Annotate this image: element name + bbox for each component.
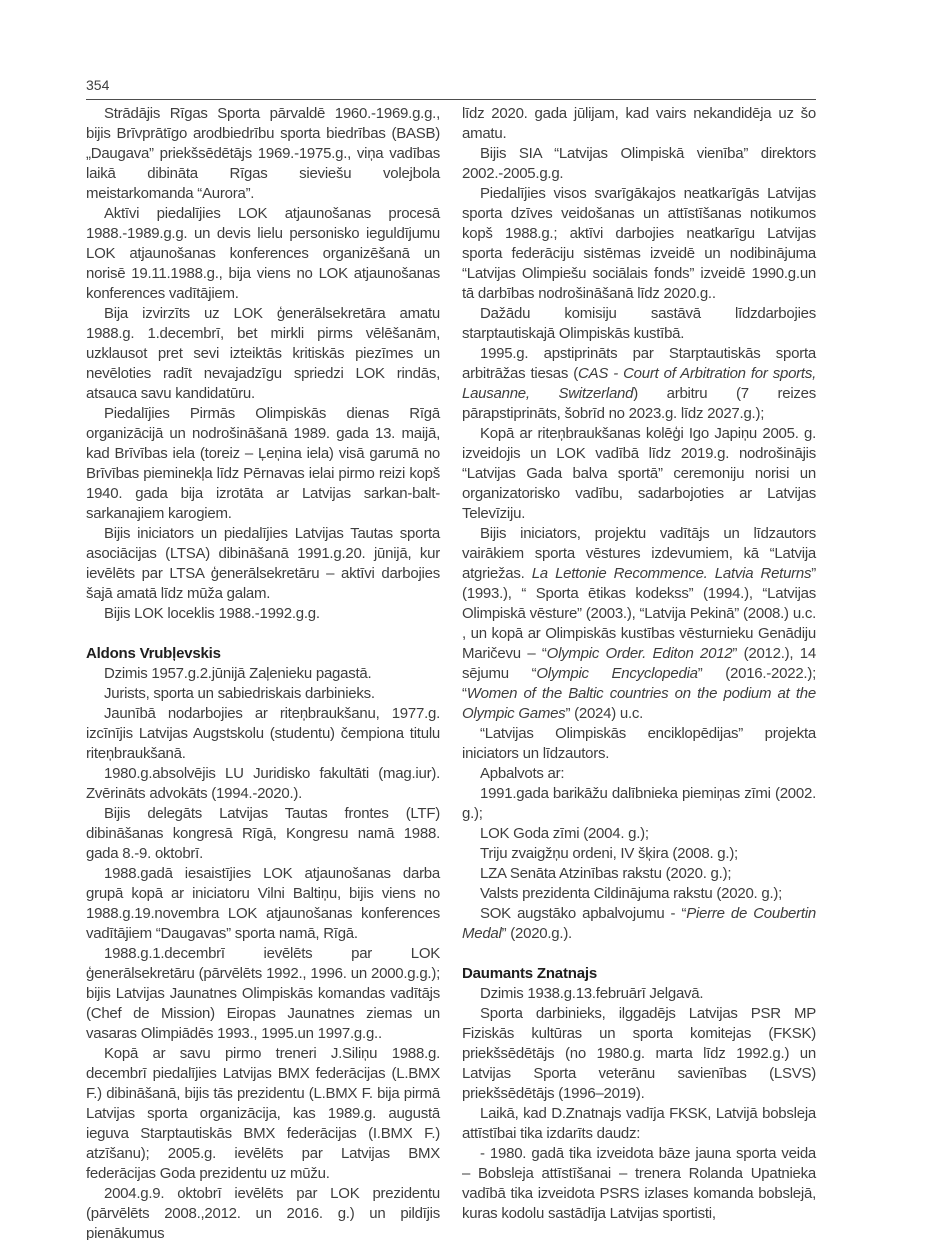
italic-text: La Lettonie Recommence. Latvia Returns: [531, 565, 812, 582]
text-run: Bijis iniciators un piedalījies Latvijas Tautas sporta asociācijas (LTSA) dibināšanā 1991.g.20. jūnijā, kur ievēlēts par LTSA ģenerālsekretāru – aktīvi darbojies šajā amatā līdz mūža galam.: [86, 525, 440, 602]
paragraph: [86, 104, 440, 204]
paragraph: [462, 844, 816, 864]
person-name-heading: [86, 644, 440, 664]
text-run: Kopā ar savu pirmo treneri J.Siliņu 1988.g. decembrī piedalījies Latvijas BMX federācijas (L.BMX F.) dibināšanā, bijis tās prezidentu (L.BMX F. bija pirmā Latvijas sporta organizācija, kas 1989.g. augustā ieguva Starptautiskās BMX federācijas (I.BMX F.) atzīšanu); 2005.g. ievēlēts par Latvijas BMX federācijas Goda prezidentu uz mūžu.: [86, 1045, 440, 1182]
text-run: “Latvijas Olimpiskās enciklopēdijas” projekta iniciators un līdzautors.: [462, 725, 816, 762]
text-run: 2004.g.9. oktobrī ievēlēts par LOK prezidentu (pārvēlēts 2008.,2012. un 2016. g.) un pildījis pienākumus: [86, 1185, 440, 1240]
text-run: Jurists, sporta un sabiedriskais darbinieks.: [104, 685, 375, 702]
italic-text: Olympic Order. Editon 2012: [546, 645, 733, 662]
italic-text: Pierre de Coubertin Medal: [462, 905, 816, 942]
page-header: [86, 78, 816, 100]
text-run: Bijis SIA “Latvijas Olimpiskā vienība” direktors 2002.-2005.g.g.: [462, 145, 816, 182]
text-run: 1988.gadā iesaistījies LOK atjaunošanas darba grupā kopā ar iniciatoru Vilni Baltiņu, bijis viens no 1988.g.19.novembra LOK atjaunošanas konferences vadītājiem “Daugavas” sporta namā, Rīgā.: [86, 865, 440, 942]
paragraph: [462, 724, 816, 764]
text-run: Triju zvaigžņu ordeni, IV šķira (2008. g.);: [480, 845, 738, 862]
italic-text: Women of the Baltic countries on the podium at the Olympic Games: [462, 685, 816, 722]
text-run: ” (2024) u.c.: [565, 705, 644, 722]
text-run: Sporta darbinieks, ilggadējs Latvijas PSR MP Fiziskās kultūras un sporta komitejas (FKSK) priekšsēdētājs (no 1980.g. marta līdz 1992.g.) un Latvijas Sporta veterānu savienības (LSVS) priekšsēdētājs (1996–2019).: [462, 1005, 816, 1102]
text-run: Jaunībā nodarbojies ar riteņbraukšanu, 1977.g. izcīnījis Latvijas Augstskolu (studentu) čempiona titulu riteņbraukšanā.: [86, 705, 440, 762]
paragraph: [86, 684, 440, 704]
text-run: 1988.g.1.decembrī ievēlēts par LOK ģenerālsekretāru (pārvēlēts 1992., 1996. un 2000.g.g.); bijis Latvijas Jaunatnes Olimpiskās komandas vadītājs (Chef de Mission) Eiropas Jaunatnes ziemas un vasaras Olimpiādēs 1993., 1995.un 1997.g.g..: [86, 945, 440, 1042]
text-run: Valsts prezidenta Cildinājuma rakstu (2020. g.);: [480, 885, 783, 902]
text-run: LOK Goda zīmi (2004. g.);: [480, 825, 649, 842]
text-run: Laikā, kad D.Znatnajs vadīja FKSK, Latvijā bobsleja attīstībai tika izdarīts daudz:: [462, 1105, 816, 1142]
paragraph: [462, 984, 816, 1004]
paragraph: [462, 764, 816, 784]
paragraph: [462, 524, 816, 724]
text-run: Dzimis 1938.g.13.februārī Jelgavā.: [480, 985, 704, 1002]
text-run: - 1980. gadā tika izveidota bāze jauna sporta veida – Bobsleja attīstīšanai – trenera Rolanda Upatnieka vadībā tika izveidota PSRS izlases komanda bobslejā, kuras kodolu sastādīja Latvijas sportisti,: [462, 1145, 816, 1222]
text-run: Aldons Vrubļevskis: [86, 645, 221, 662]
paragraph: [86, 704, 440, 764]
paragraph: [462, 144, 816, 184]
text-run: Bijis delegāts Latvijas Tautas frontes (LTF) dibināšanas kongresā Rīgā, Kongresu namā 1988. gada 8.-9. oktobrī.: [86, 805, 440, 862]
paragraph: [86, 764, 440, 804]
text-run: ” (2016.-2022.); “: [462, 665, 816, 702]
paragraph: [462, 1104, 816, 1144]
text-run: Piedalījies visos svarīgākajos neatkarīgās Latvijas sporta dzīves veidošanas un attīstīšanas notikumos kopš 1988.g.; aktīvi darbojies neatkarīgu Latvijas sporta federāciju sistēmas izveidē un nodibinājuma “Latvijas Olimpiešu sociālais fonds” izveidē 1990.g.un tā darbības nodrošināšanā līdz 2020.g..: [462, 185, 816, 302]
italic-text: CAS - Court of Arbitration for sports, Lausanne, Switzerland: [462, 365, 817, 402]
paragraph: [462, 424, 816, 524]
paragraph: [462, 344, 816, 424]
text-run: ” (2012.), 14 sējumu “: [462, 645, 816, 682]
text-run: SOK augstāko apbalvojumu - “: [480, 905, 687, 922]
paragraph: [86, 664, 440, 684]
text-run: ” (1993.), “ Sporta ētikas kodekss” (1994.), “Latvijas Olimpiskā vēsture” (2003.), “Latvija Pekinā” (2008.) u.c. , un kopā ar Olimpiskās kustības vēsturnieku Genādiju Maričevu – “: [462, 565, 817, 662]
paragraph: [462, 904, 816, 944]
paragraph: [86, 404, 440, 524]
text-run: Dzimis 1957.g.2.jūnijā Zaļenieku pagastā.: [104, 665, 372, 682]
text-run: Strādājis Rīgas Sporta pārvaldē 1960.-1969.g.g., bijis Brīvprātīgo arodbiedrību sporta biedrības (BASB) „Daugava” priekšsēdētājs 1969.-1975.g., viņa vadības laikā dibināta Rīgas sieviešu volejbola meistarkomanda “Aurora”.: [86, 105, 440, 202]
text-run: Kopā ar riteņbraukšanas kolēģi Igo Japiņu 2005. g. izveidojis un LOK vadībā līdz 2019.g. nodrošinājis “Latvijas Gada balva sportā” ceremoniju norisi un organizatorisko vadību, sadarbojoties ar Latvijas Televīziju.: [462, 425, 816, 522]
text-run: Bijis iniciators, projektu vadītājs un līdzautors vairākiem sporta vēstures izdevumiem, kā “Latvija atgriežas.: [462, 525, 816, 582]
text-run: LZA Senāta Atzinības rakstu (2020. g.);: [480, 865, 732, 882]
paragraph: [462, 184, 816, 304]
text-run: Bijis LOK loceklis 1988.-1992.g.g.: [104, 605, 320, 622]
right-column: [462, 104, 816, 1240]
text-run: līdz 2020. gada jūlijam, kad vairs nekandidēja uz šo amatu.: [462, 105, 816, 142]
text-run: Bija izvirzīts uz LOK ģenerālsekretāra amatu 1988.g. 1.decembrī, bet mirkli pirms vēlēšanām, uzklausot pret sevi izteiktās kritiskās piezīmes un nevēloties radīt nevajadzīgu spriedzi LOK rindās, atsauca savu kandidatūru.: [86, 305, 440, 402]
text-run: Apbalvots ar:: [480, 765, 565, 782]
paragraph: [86, 864, 440, 944]
paragraph: [462, 864, 816, 884]
paragraph: [86, 944, 440, 1044]
text-run: 1991.gada barikāžu dalībnieka piemiņas zīmi (2002. g.);: [462, 785, 816, 822]
text-run: 1995.g. apstiprināts par Starptautiskās sporta arbitrāžas tiesas (: [462, 345, 816, 382]
text-run: ) arbitru (7 reizes pārapstiprināts, šobrīd no 2023.g. līdz 2027.g.);: [462, 385, 816, 422]
two-column-text-body: [86, 104, 816, 1240]
text-run: Piedalījies Pirmās Olimpiskās dienas Rīgā organizācijā un nodrošināšanā 1989. gada 13. maijā, kad Brīvības iela (toreiz – Ļeņina iela) visā garumā no Brīvības pieminekļa līdz Pērnavas ielai pirmo reizi kopš 1940. gada bija izrotāta ar Latvijas sarkan-balt-sarkanajiem karogiem.: [86, 405, 440, 522]
italic-text: Olympic Encyclopedia: [536, 665, 698, 682]
paragraph: [86, 204, 440, 304]
paragraph: [462, 1004, 816, 1104]
text-run: Dažādu komisiju sastāvā līdzdarbojies starptautiskajā Olimpiskās kustībā.: [462, 305, 816, 342]
paragraph: [462, 104, 816, 144]
paragraph: [462, 304, 816, 344]
paragraph: [462, 884, 816, 904]
left-column: [86, 104, 440, 1240]
paragraph: [462, 824, 816, 844]
text-run: ” (2020.g.).: [501, 925, 572, 942]
paragraph: [86, 524, 440, 604]
text-run: Daumants Znatnajs: [462, 965, 597, 982]
paragraph: [86, 304, 440, 404]
page-number: 354: [86, 77, 110, 93]
person-name-heading: [462, 964, 816, 984]
paragraph: [86, 1044, 440, 1184]
paragraph: [86, 1184, 440, 1240]
text-run: 1980.g.absolvējis LU Juridisko fakultāti (mag.iur). Zvērināts advokāts (1994.-2020.).: [86, 765, 440, 802]
paragraph: [462, 1144, 816, 1224]
paragraph: [86, 604, 440, 624]
paragraph: [86, 804, 440, 864]
text-run: Aktīvi piedalījies LOK atjaunošanas procesā 1988.-1989.g.g. un devis lielu personisko ieguldījumu LOK atjaunošanas konferences organizēšanā un norisē 19.11.1988.g., bija viens no LOK atjaunošanas konferences vadītājiem.: [86, 205, 440, 302]
paragraph: [462, 784, 816, 824]
